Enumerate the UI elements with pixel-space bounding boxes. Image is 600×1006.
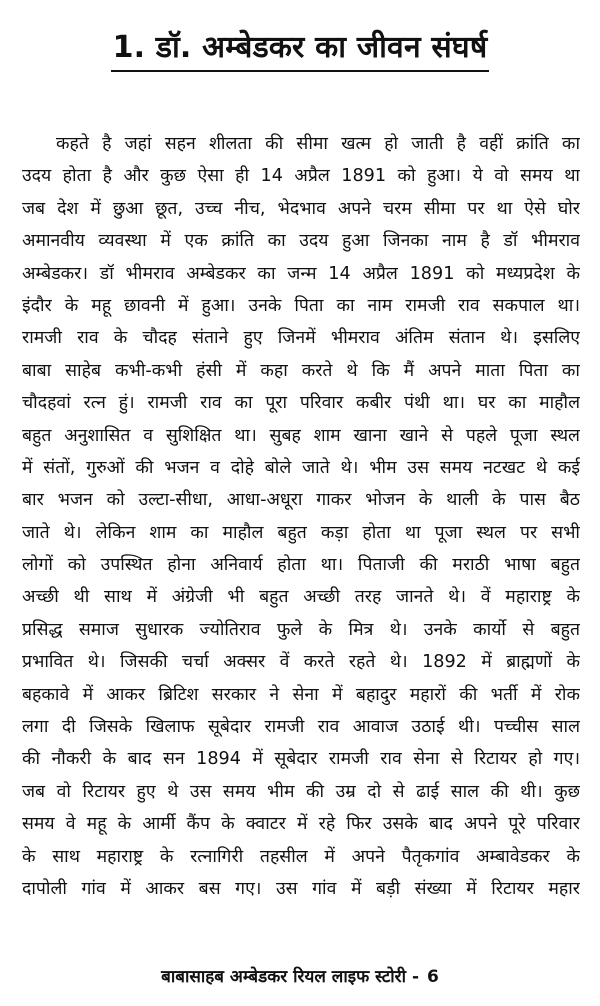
text-line: लगा दी जिसके खिलाफ सूबेदार रामजी राव आवाज उठाई थी। पच्चीस साल — [22, 717, 580, 738]
text-line: प्रसिद्ध समाज सुधारक ज्योतिराव फुले के मित्र थे। उनके कार्यो से बहुत — [22, 619, 580, 640]
text-line: समय वे महू के आर्मी कैंप के क्वाटर में रहे फिर उसके बाद अपने पूरे परिवार — [22, 814, 580, 835]
body-text — [22, 128, 580, 905]
text-line: के साथ महाराष्ट्र के रत्नागिरी तहसील में अपने पैतृकगांव अम्बावेडकर के — [22, 846, 580, 867]
page-footer — [0, 964, 600, 990]
text-line: की नौकरी के बाद सन 1894 में सूबेदार रामजी राव सेना से रिटायर हो गए। — [22, 749, 580, 770]
text-line: अमानवीय व्यवस्था में एक क्रांति का उदय हुआ जिनका नाम है डॉ भीमराव — [22, 231, 580, 252]
text-line: में संतों, गुरुओं की भजन व दोहे बोले जाते थे। भीम उस समय नटखट थे कई — [22, 457, 580, 478]
text-line: कहते है जहां सहन शीलता की सीमा खत्म हो जाती है वहीं क्रांति का — [56, 134, 580, 154]
text-line: बार भजन को उल्टा-सीधा, आधा-अधूरा गाकर भोजन के थाली के पास बैठ — [22, 490, 580, 511]
text-line: दापोली गांव में आकर बस गए। उस गांव में बड़ी संख्या में रिटायर महार — [22, 878, 580, 899]
text-line: चौदहवां रत्न हुं। रामजी राव का पूरा परिवार कबीर पंथी था। घर का माहौल — [22, 393, 580, 414]
text-line: जब वो रिटायर हुए थे उस समय भीम की उम्र दो से ढाई साल की थी। कुछ — [22, 781, 580, 802]
text-line: अच्छी थी साथ में अंग्रेजी भी बहुत अच्छी तरह जानते थे। वें महाराष्ट्र के — [22, 587, 580, 608]
text-line: बहुत अनुशासित व सुशिक्षित था। सुबह शाम खाना खाने से पहले पूजा स्थल — [22, 425, 580, 446]
text-line: प्रभावित थे। जिसकी चर्चा अक्सर वें करते रहते थे। 1892 में ब्राह्मणों के — [22, 652, 580, 673]
text-line: लोगों को उपस्थित होना अनिवार्य होता था। पिताजी की मराठी भाषा बहुत — [22, 555, 580, 576]
footer-book-title: बाबासाहब अम्बेडकर रियल लाइफ स्टोरी - — [161, 967, 420, 987]
text-line: उदय होता है और कुछ ऐसा ही 14 अप्रैल 1891 को हुआ। ये वो समय था — [22, 166, 580, 187]
text-line: अम्बेडकर। डॉ भीमराव अम्बेडकर का जन्म 14 अप्रैल 1891 को मध्यप्रदेश के — [22, 263, 580, 284]
text-line: बहकावे में आकर ब्रिटिश सरकार ने सेना में बहादुर महारों की भर्ती में रोक — [22, 684, 580, 705]
text-line: इंदौर के महू छावनी में हुआ। उनके पिता का नाम रामजी राव सकपाल था। — [22, 295, 580, 316]
text-line: रामजी राव के चौदह संताने हुए जिनमें भीमराव अंतिम संतान थे। इसलिए — [22, 328, 580, 349]
text-line: जाते थे। लेकिन शाम का माहौल बहुत कड़ा होता था पूजा स्थल पर सभी — [22, 522, 580, 543]
text-line: जब देश में छुआ छूत, उच्च नीच, भेदभाव अपने चरम सीमा पर था ऐसे घोर — [22, 198, 580, 219]
text-line: बाबा साहेब कभी-कभी हंसी में कहा करते थे कि मैं अपने माता पिता का — [22, 360, 580, 381]
page-number: 6 — [427, 967, 439, 987]
title-container — [0, 28, 600, 72]
chapter-title: 1. डॉ. अम्बेडकर का जीवन संघर्ष — [111, 28, 490, 72]
